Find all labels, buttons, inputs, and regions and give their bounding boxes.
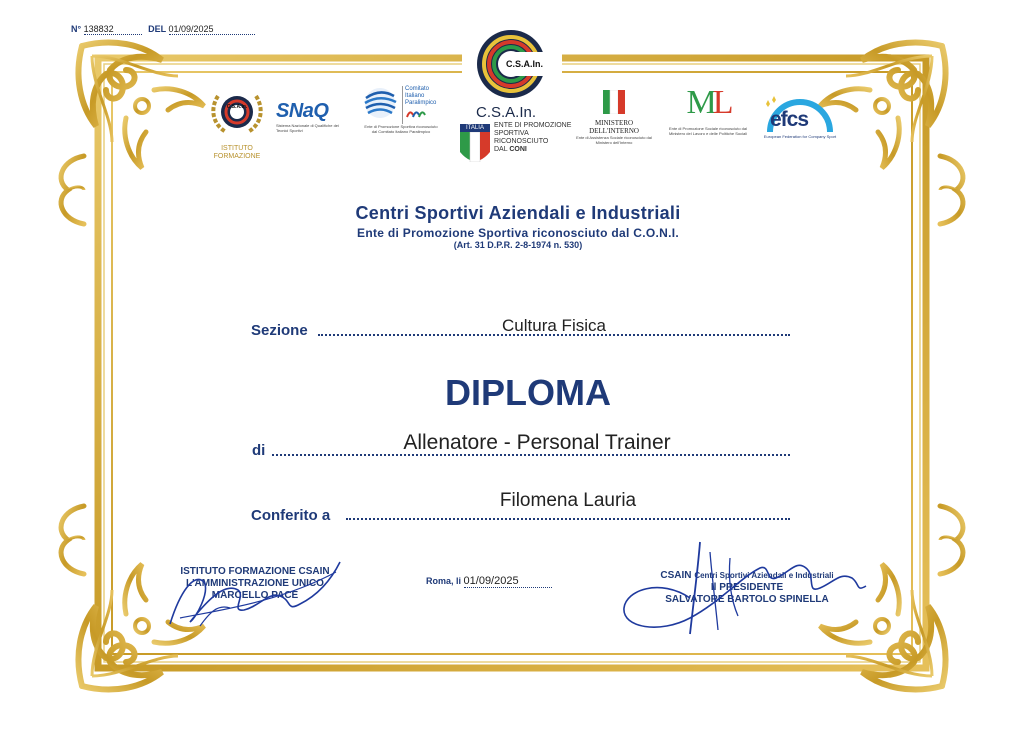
conferito-line	[346, 518, 790, 520]
csain-badge-text: C.S.A.In.	[506, 59, 544, 69]
left-sig-line3: MARCELLO PACE	[211, 590, 299, 601]
sezione-label: Sezione	[251, 322, 308, 339]
italian-emblem-icon	[603, 90, 625, 114]
conferito-value: Filomena Lauria	[499, 490, 637, 511]
snaq-caption: Sistema Nazionale di Qualifiche dei Tecnici Sportivi	[276, 123, 339, 133]
conferito-label: Conferito a	[251, 507, 331, 524]
istituto-line2: FORMAZIONE	[213, 153, 261, 160]
serial-number	[71, 24, 255, 35]
istituto-caption	[208, 145, 266, 161]
csain-line1: ENTE DI PROMOZIONE	[494, 122, 572, 129]
ministero-line2: DELL'INTERNO	[589, 127, 639, 135]
ministero-interno-logo	[576, 90, 652, 145]
italian-flag-shield-icon	[460, 132, 490, 162]
right-handwritten-signature	[620, 538, 870, 638]
istituto-formazione-logo	[208, 88, 266, 160]
cip-caption: Ente di Promozione Sportiva riconosciuto dal Comitato Italiano Paralimpico	[364, 124, 438, 134]
csain-line4: DAL	[494, 146, 510, 153]
header-law: (Art. 31 D.P.R. 2-8-1974 n. 530)	[453, 240, 583, 250]
diploma-title: DIPLOMA	[445, 372, 611, 413]
right-sig-line2: Il PRESIDENTE	[710, 582, 784, 593]
csain-line2: SPORTIVA	[494, 130, 529, 137]
agitos-icon	[405, 107, 427, 121]
italia-label: ITALIA	[460, 124, 490, 132]
ministero-caption: Ente di Assistenza Sociale riconosciuto dal Ministero dell'Interno	[576, 135, 652, 145]
header-subtitle: Ente di Promozione Sportiva riconosciuto dal C.O.N.I.	[357, 226, 679, 240]
efcs-caption: European Federation for Company Sport	[763, 134, 837, 139]
ministero-lavoro-logo	[666, 86, 750, 136]
csain-main-logo	[466, 28, 572, 168]
efcs-name: efcs	[770, 108, 809, 131]
serial-no-label: N°	[71, 24, 82, 34]
di-value: Allenatore - Personal Trainer	[403, 431, 671, 454]
csain-line3: RICONOSCIUTO	[494, 138, 549, 145]
istituto-badge-text: C.S.A.In.	[226, 104, 248, 110]
istituto-line1: ISTITUTO	[221, 145, 253, 152]
cip-logo	[362, 86, 440, 134]
place-label: Roma, li	[426, 576, 462, 586]
efcs-logo	[762, 94, 838, 139]
csain-ente-text	[494, 122, 574, 154]
snaq-logo	[276, 100, 348, 133]
italia-shield	[460, 124, 490, 167]
left-sig-line1: ISTITUTO FORMAZIONE CSAIN	[180, 566, 330, 577]
cip-line1: Comitato	[405, 86, 430, 92]
left-handwritten-signature	[160, 552, 350, 632]
place-block	[426, 575, 552, 588]
cip-line3: Paralimpico	[405, 100, 437, 106]
di-label: di	[252, 442, 266, 459]
cip-line2: Italiano	[405, 93, 425, 99]
right-sig-csain: CSAIN	[660, 570, 695, 581]
ml-mark: ML	[686, 84, 730, 121]
left-sig-line2: L'AMMINISTRAZIONE UNICO	[186, 578, 324, 589]
right-sig-line3: SALVATORE BARTOLO SPINELLA	[665, 594, 829, 605]
csain-coni: CONI	[509, 146, 527, 153]
cip-sphere-icon	[362, 86, 400, 120]
csain-name: C.S.A.In.	[476, 104, 537, 121]
sezione-value: Cultura Fisica	[502, 316, 606, 335]
serial-date-value: 01/09/2025	[169, 24, 255, 35]
right-sig-line1: Centri Sportivi Aziendali e Industriali	[694, 571, 834, 580]
snaq-name: SNaQ	[276, 100, 329, 122]
place-date: 01/09/2025	[464, 575, 552, 588]
ministero-line1: MINISTERO	[594, 119, 634, 127]
serial-no-value: 138832	[84, 24, 142, 35]
laurel-wreath-icon	[208, 88, 266, 138]
lavoro-caption: Ente di Promozione Sociale riconosciuto dal Ministero del Lavoro e delle Politiche Sociali	[668, 126, 748, 136]
serial-del-label: DEL	[148, 24, 166, 34]
header-title: Centri Sportivi Aziendali e Industriali	[355, 203, 681, 223]
